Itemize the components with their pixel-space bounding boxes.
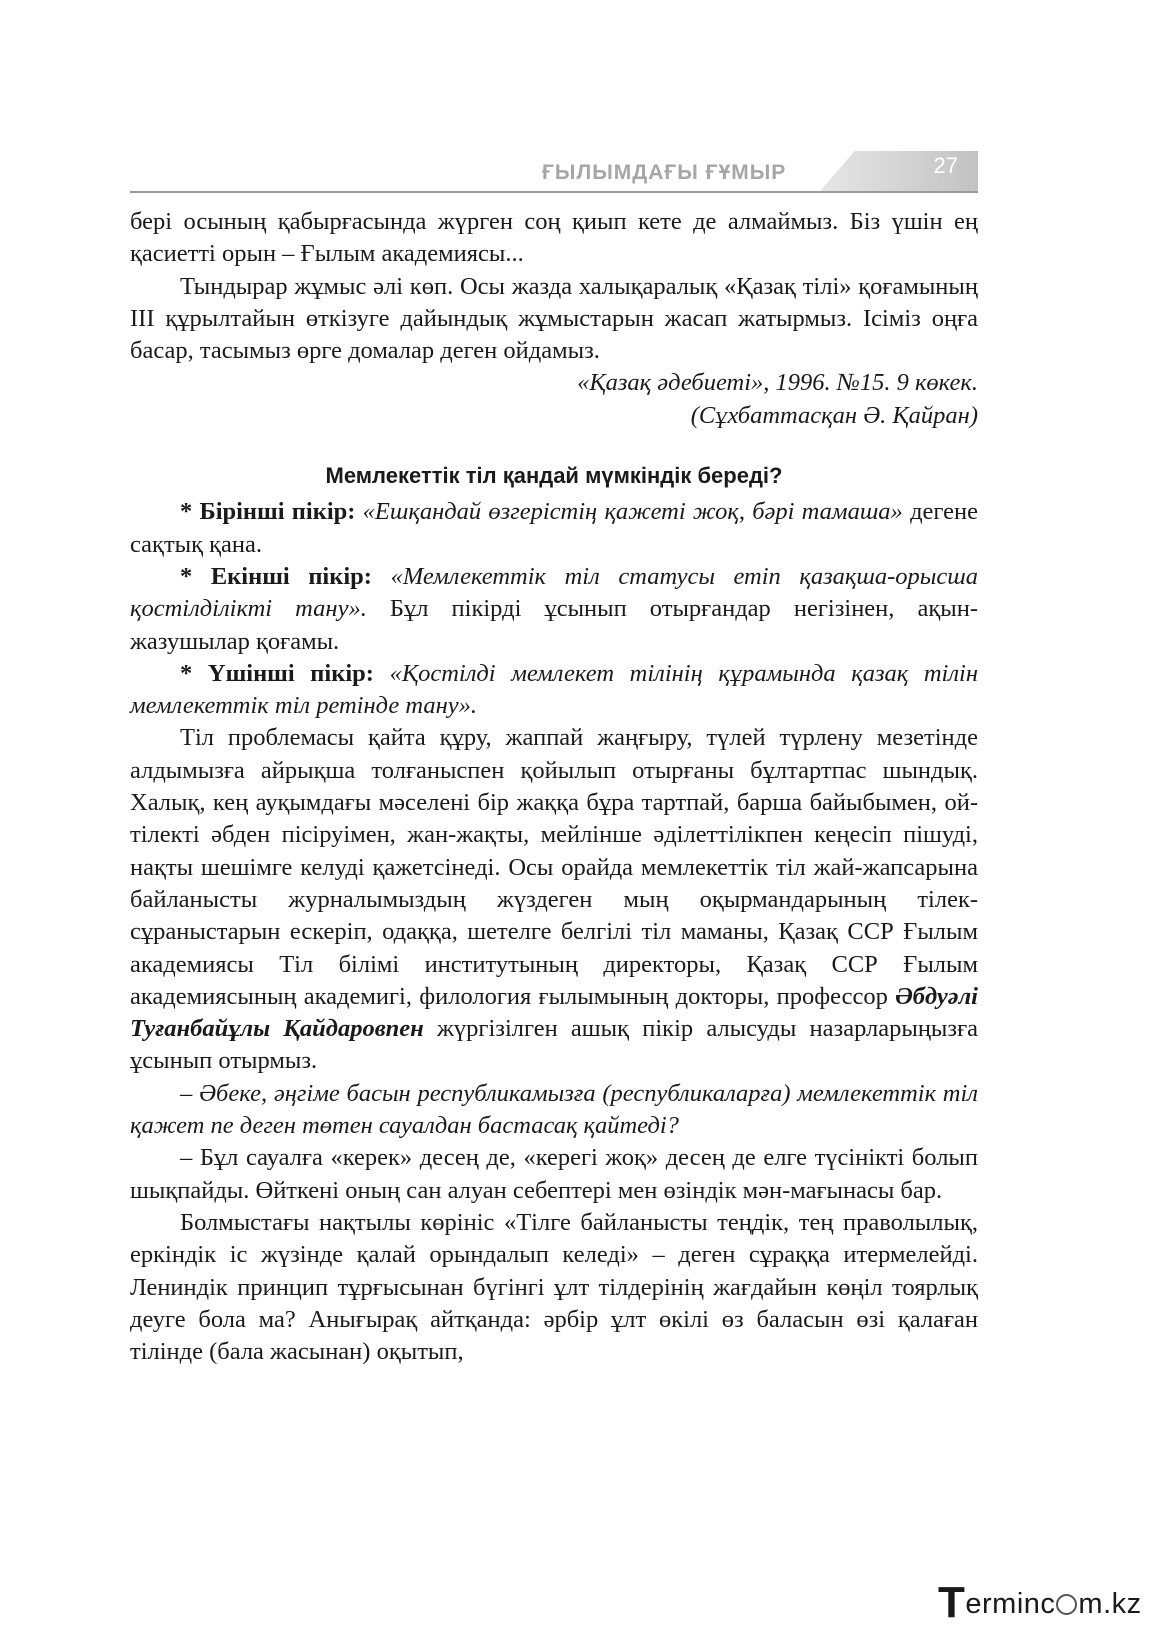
opinion-label: * Екінші пікір: [180, 562, 372, 590]
termincom-watermark [938, 1578, 1142, 1628]
interview-question: – Әбеке, әңгіме басын республикамызға (республикаларға) мемлекеттік тіл қажет пе деген төтен сауалдан бастасақ қайтеді? [130, 1079, 978, 1140]
paragraph-continued: бері осының қабырғасында жүрген соң қиып кете де алмаймыз. Біз үшін ең қасиетті орын – Ғылым академиясы... [130, 208, 978, 268]
watermark-t: T [938, 1578, 966, 1627]
running-title: ҒЫЛЫМДАҒЫ ҒҰМЫР [542, 161, 787, 184]
opinion-label: * Үшінші пікір: [180, 659, 374, 687]
opinion-2 [130, 561, 978, 658]
page-body [130, 206, 978, 1368]
paragraph: Болмыстағы нақтылы көрініс «Тілге байланысты теңдік, тең праволылық, еркіндік іс жүзінде қалай орындалып келеді» – деген сұраққа итермелейді. Лениндік принцип тұрғысынан бүгінгі ұлт тілдерінің жағдайын көңіл тоярлық деуге бола ма? Анығырақ айтқанда: әрбір ұлт өкілі өз баласын өзі қалаған тілінде (бала жасынан) оқытып, [130, 1208, 978, 1366]
interview-answer: – Бұл сауалға «керек» десең де, «керегі жоқ» десең де елге түсінікті болып шықпайды. Өйткені оның сан алуан себептері мен өзіндік мән-мағынасы бар. [130, 1144, 978, 1204]
page-number: 27 [933, 153, 958, 178]
source-citation: «Қазақ әдебиеті», 1996. №15. 9 көкек. [577, 369, 978, 397]
opinion-quote: «Ешқандай өзгерістің қажеті жоқ, бәрі тамаша» [362, 498, 903, 526]
opinion-text: дегене сақтық қана. [130, 498, 978, 558]
paragraph: Тындырар жұмыс әлі көп. Осы жазда халықаралық «Қазақ тілі» қоғамының ІІІ құрылтайын өткізуге дайындық жұмыстарын жасап жатырмыз. Ісіміз оңға басар, тасымыз өрге домалар деген ойдамыз. [130, 272, 978, 365]
opinion-label: * Бірінші пікір: [180, 498, 356, 526]
section-heading: Мемлекеттік тіл қандай мүмкіндік береді? [325, 463, 783, 489]
opinion-quote: «Мемлекеттік тіл статусы етіп қазақша-орысша қостілділікті тану». [130, 562, 978, 623]
intro-paragraph [130, 722, 978, 1077]
intro-text-end: жүргізілген ашық пікір алысуды назарларыңызға ұсынып отырмыз. [130, 1015, 978, 1075]
page-header [130, 145, 978, 195]
magnifier-icon [1056, 1594, 1077, 1615]
opinion-quote: «Қостілді мемлекет тілінің құрамында қазақ тілін мемлекеттік тіл ретінде тану». [130, 659, 979, 720]
interviewee-name: Әбдуәлі Туғанбайұлы Қайдаровпен [130, 982, 978, 1043]
watermark-text: erminc [965, 1588, 1056, 1620]
opinion-3 [130, 658, 978, 723]
intro-text: Тіл проблемасы қайта құру, жаппай жаңғыру, түлей түрлену мезетінде алдымызға айрықша толғаныспен қойылып отырғаны бұлтартпас шындық. Халық, кең ауқымдағы мәселені бір жаққа бұра тартпай, барша байыбымен, ой-тілекті әбден пісіруімен, жан-жақты, мейлінше әділеттілікпен кеңесіп пішуді, нақты шешімге келуді қажетсінеді. Осы орайда мемлекеттік тіл жай-жапсарына байланысты журналымыздың жүздеген мың оқырмандарының тілек-сұраныстарын ескеріп, одаққа, шетелге белгілі тіл маманы, Қазақ ССР Ғылым академиясы Тіл білімі институтының директоры, Қазақ ССР Ғылым академиясының академигі, филология ғылымының докторы, профессор [130, 724, 978, 1010]
header-rule [130, 191, 978, 193]
opinion-1 [130, 496, 978, 561]
watermark-domain: m.kz [1078, 1588, 1142, 1620]
interviewer-credit: (Сұхбаттасқан Ә. Қайран) [690, 401, 978, 429]
opinion-text: Бұл пікірді ұсынып отырғандар негізінен, ақын-жазушылар қоғамы. [130, 595, 979, 655]
